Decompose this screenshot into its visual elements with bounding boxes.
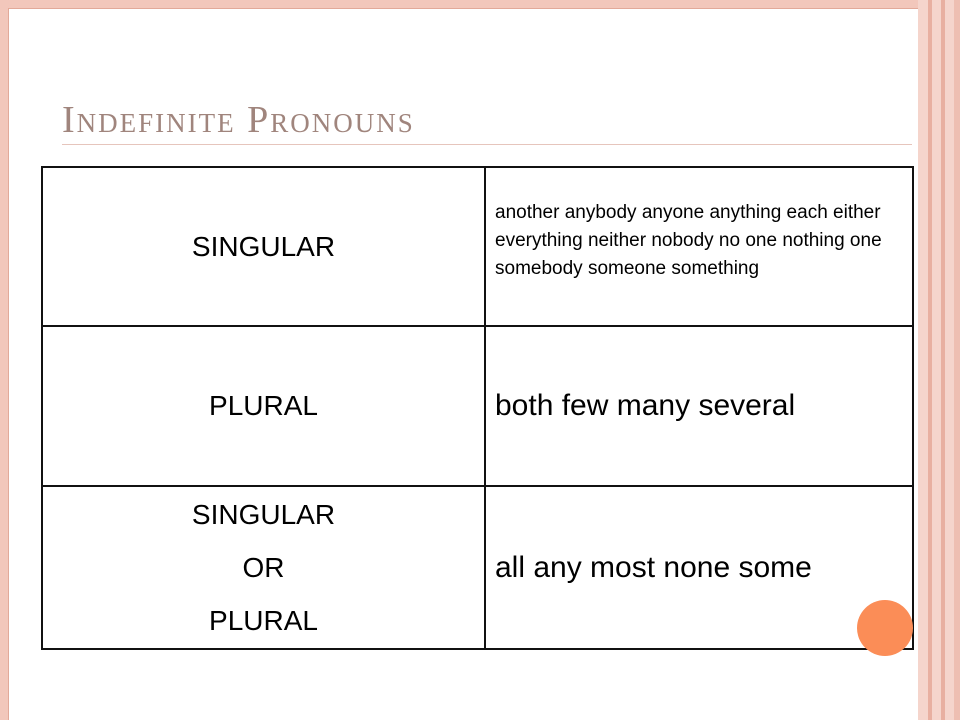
table-row xyxy=(42,326,913,486)
pronoun-table xyxy=(41,166,914,650)
category-label: PLURAL xyxy=(209,390,318,421)
pronoun-list: another anybody anyone anything each either everything neither nobody no one nothing one somebody someone something xyxy=(495,201,882,279)
pronouns-cell xyxy=(485,167,913,326)
pronouns-cell xyxy=(485,326,913,486)
slide-title: Indefinite Pronouns xyxy=(62,99,415,141)
category-label: OR xyxy=(242,552,285,583)
category-label: SINGULAR xyxy=(191,499,336,530)
title-underline xyxy=(62,144,912,145)
pronoun-list: both few many several xyxy=(495,389,796,422)
category-cell xyxy=(42,486,485,649)
frame-stripe xyxy=(932,0,941,720)
frame-stripe xyxy=(945,0,954,720)
category-cell xyxy=(42,167,485,326)
frame-stripe xyxy=(954,0,960,720)
pronouns-cell xyxy=(485,486,913,649)
category-cell xyxy=(42,326,485,486)
table-row xyxy=(42,167,913,326)
frame-stripe xyxy=(918,0,928,720)
pronoun-list: all any most none some xyxy=(495,550,812,584)
table-row xyxy=(42,486,913,649)
category-label: PLURAL xyxy=(209,605,318,636)
category-label: SINGULAR xyxy=(191,230,336,262)
frame-right-stripes xyxy=(918,0,960,720)
frame-left-border xyxy=(0,0,9,720)
decorative-circle xyxy=(857,600,913,656)
frame-top-border xyxy=(8,0,918,9)
